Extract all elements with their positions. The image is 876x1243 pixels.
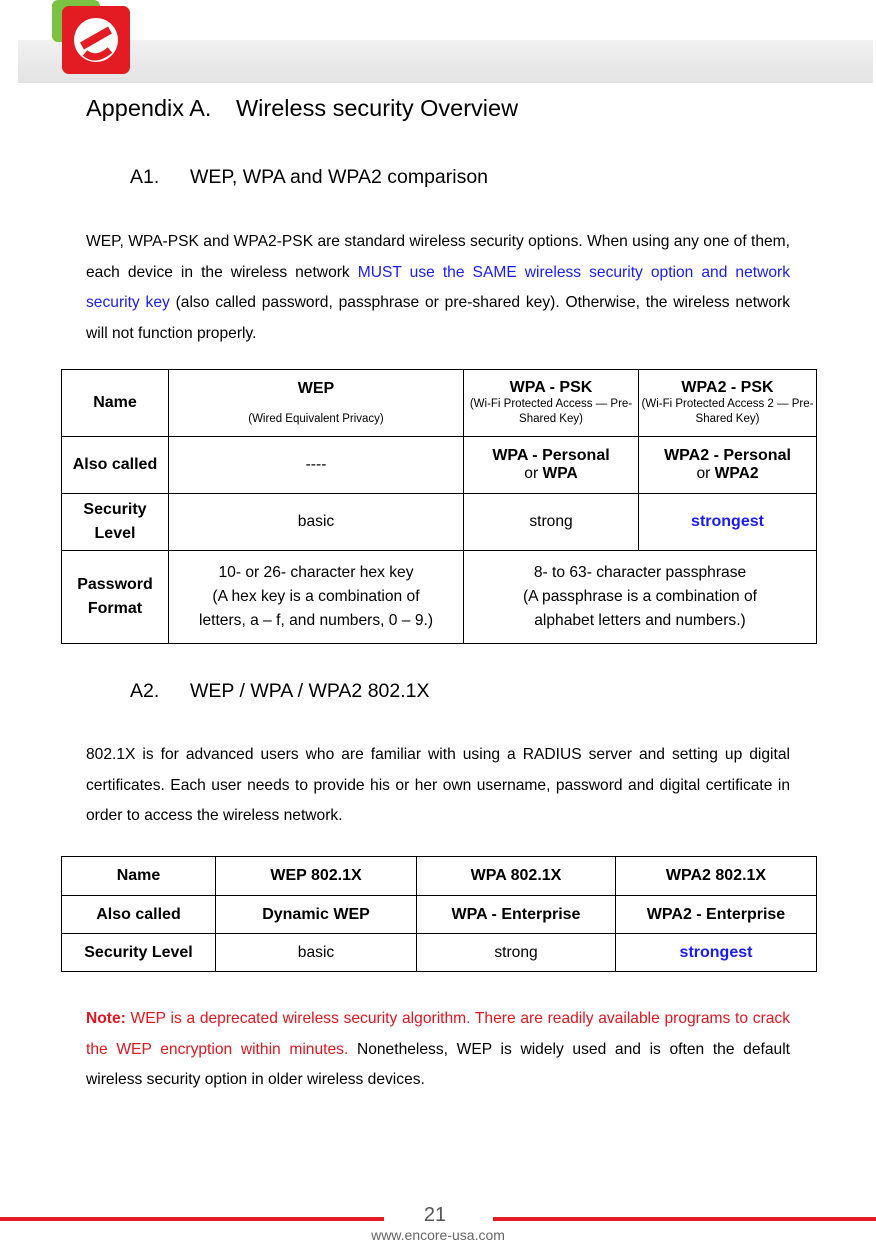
header-wpa — [464, 370, 639, 437]
note-label: Note: — [86, 1010, 126, 1027]
note-paragraph — [86, 1004, 790, 1096]
also-wpa2-or: or — [696, 465, 715, 482]
also-wpa-or: or — [524, 465, 543, 482]
section-a1-title: WEP, WPA and WPA2 comparison — [190, 166, 489, 188]
t2-security-wpa2: strongest — [616, 934, 817, 972]
header-wpa-title: WPA - PSK — [509, 379, 593, 396]
t2-header-wpa: WPA 802.1X — [417, 857, 616, 896]
section-a1-paragraph — [86, 227, 790, 349]
also-wpa2 — [639, 437, 817, 494]
footer-divider-right — [493, 1217, 876, 1221]
header-wpa-subtitle: (Wi-Fi Protected Access — Pre-Shared Key) — [469, 398, 633, 425]
t2-also-wep: Dynamic WEP — [216, 896, 417, 934]
encore-e-logo-icon — [52, 0, 134, 80]
row-label-also-called: Also called — [62, 437, 169, 494]
header-wpa2-subtitle: (Wi-Fi Protected Access 2 — Pre-Shared Key) — [641, 398, 814, 425]
header-wpa2 — [639, 370, 817, 437]
section-a1-number: A1. — [130, 166, 160, 188]
also-wep: ---- — [169, 437, 464, 494]
also-wpa-name: WPA - Personal — [492, 447, 610, 464]
also-wpa2-name: WPA2 - Personal — [664, 447, 791, 464]
note-red-text: WEP is a deprecated wireless security algorithm. There are readily available programs to crack the WEP encryption within minutes. — [86, 1010, 790, 1058]
password-wpa-line-1: 8- to 63- character passphrase — [533, 564, 747, 581]
security-wpa2: strongest — [639, 494, 817, 551]
appendix-number: Appendix A. — [86, 95, 212, 121]
password-wpa — [464, 551, 817, 644]
header-wpa2-title: WPA2 - PSK — [681, 379, 774, 396]
password-wep-line-2: (A hex key is a combination of — [212, 588, 420, 605]
section-a2-title: WEP / WPA / WPA2 802.1X — [190, 680, 430, 702]
table-row — [62, 494, 817, 551]
table-row — [62, 857, 817, 896]
password-wep-line-3: letters, a – f, and numbers, 0 – 9.) — [198, 612, 434, 629]
also-wpa2-short: WPA2 — [714, 465, 759, 482]
security-wep: basic — [169, 494, 464, 551]
table-row — [62, 934, 817, 972]
password-wep-line-1: 10- or 26- character hex key — [218, 564, 414, 581]
password-wep — [169, 551, 464, 644]
row-label-password-format: Password Format — [62, 551, 169, 644]
t2-security-wpa: strong — [417, 934, 616, 972]
also-wpa — [464, 437, 639, 494]
t2-header-wep: WEP 802.1X — [216, 857, 417, 896]
table-row — [62, 370, 817, 437]
header-wep-title: WEP — [297, 379, 335, 397]
enterprise-comparison-table — [61, 856, 817, 972]
t2-security-wep: basic — [216, 934, 417, 972]
header-wep-subtitle: (Wired Equivalent Privacy) — [248, 412, 384, 425]
para-text-1: WEP, WPA-PSK and WPA2-PSK are standard wireless security options. When using any one of them, each device in the wireless network — [86, 233, 790, 281]
footer-divider-left — [0, 1217, 384, 1221]
t2-header-name: Name — [62, 857, 216, 896]
t2-also-wpa2: WPA2 - Enterprise — [616, 896, 817, 934]
password-wpa-line-2: (A passphrase is a combination of — [522, 588, 758, 605]
password-wpa-line-3: alphabet letters and numbers.) — [534, 612, 746, 629]
para-text-2: (also called password, passphrase or pre-shared key). Otherwise, the wireless network will not function properly. — [86, 294, 790, 342]
t2-header-wpa2: WPA2 802.1X — [616, 857, 817, 896]
section-a2-heading — [130, 680, 430, 703]
t2-row-label-also-called: Also called — [62, 896, 216, 934]
header-bar — [18, 40, 873, 83]
table-row — [62, 437, 817, 494]
appendix-title: Wireless security Overview — [236, 95, 519, 121]
t2-also-wpa: WPA - Enterprise — [417, 896, 616, 934]
note-black-text: Nonetheless, WEP is widely used and is often the default wireless security option in older wireless devices. — [86, 1040, 790, 1088]
page-number: 21 — [423, 1204, 447, 1226]
t2-row-label-security-level: Security Level — [62, 934, 216, 972]
para-highlight: MUST use the SAME wireless security option and network security key — [86, 263, 790, 311]
table-row — [62, 551, 817, 644]
row-label-security-level: Security Level — [62, 494, 169, 551]
table-row — [62, 896, 817, 934]
header-name: Name — [62, 370, 169, 437]
website-link[interactable]: www.encore-usa.com — [371, 1227, 505, 1243]
security-wpa: strong — [464, 494, 639, 551]
appendix-heading — [86, 95, 518, 122]
section-a1-heading — [130, 166, 488, 189]
header-wep — [169, 370, 464, 437]
also-wpa-short: WPA — [542, 465, 578, 482]
section-a2-number: A2. — [130, 680, 160, 702]
section-a2-paragraph: 802.1X is for advanced users who are familiar with using a RADIUS server and setting up digital certificates. Each user needs to provide his or her own username, password and digital certificate in order to access the wireless network. — [86, 746, 790, 824]
psk-comparison-table — [61, 369, 817, 644]
